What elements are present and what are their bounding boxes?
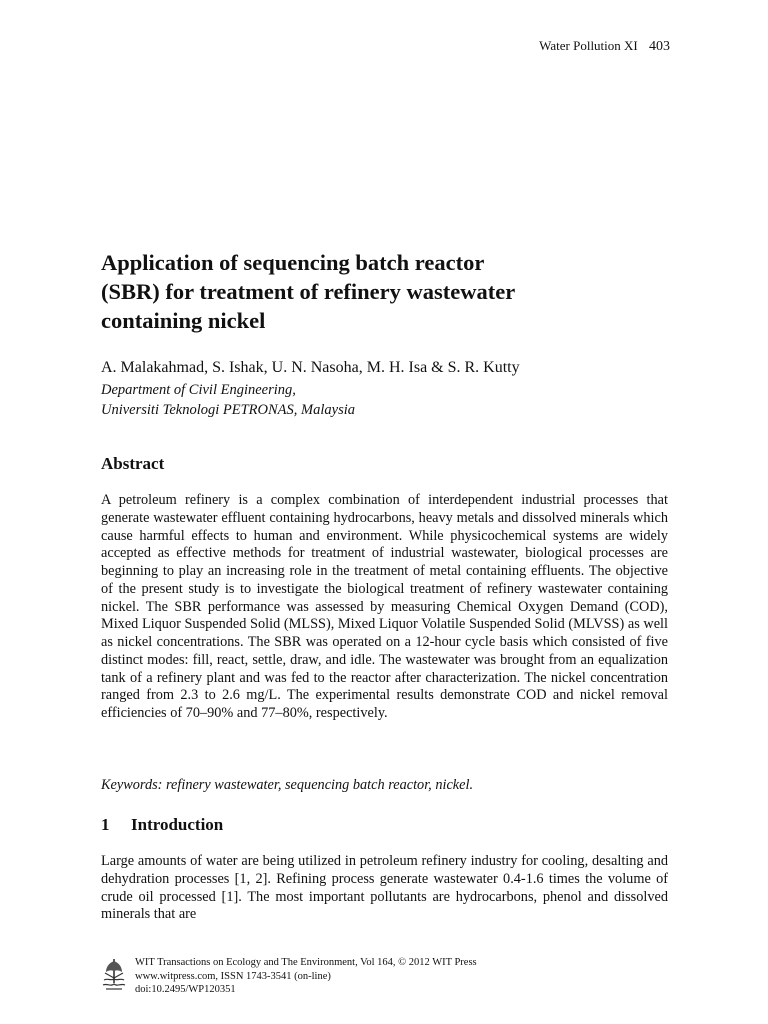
footer-text [135, 956, 477, 997]
affiliation [101, 380, 355, 420]
wit-press-logo-icon [101, 956, 127, 992]
paper-title [101, 248, 641, 335]
page-footer [101, 956, 601, 997]
running-head [539, 38, 670, 55]
keywords: Keywords: refinery wastewater, sequencing batch reactor, nickel. [101, 777, 474, 793]
introduction-body: Large amounts of water are being utilized in petroleum refinery industry for cooling, desalting and dehydration processes [1, 2]. Refining process generate wastewater 0.4-1.6 times the volume of crude oil processed [1]. The most important pollutants are hydrocarbons, phenol and dissolved minerals that are [101, 853, 668, 923]
title-line: Application of sequencing batch reactor [101, 250, 485, 275]
abstract-heading: Abstract [101, 454, 165, 473]
author-list: A. Malakahmad, S. Ishak, U. N. Nasoha, M. H. Isa & S. R. Kutty [101, 359, 520, 376]
affiliation-line: Universiti Teknologi PETRONAS, Malaysia [101, 402, 356, 418]
section-title: Introduction [131, 815, 224, 834]
affiliation-line: Department of Civil Engineering, [101, 382, 296, 398]
footer-line: WIT Transactions on Ecology and The Environment, Vol 164, © 2012 WIT Press [135, 957, 477, 968]
footer-line: www.witpress.com, ISSN 1743-3541 (on-line) [135, 970, 331, 982]
section-heading-introduction [101, 815, 223, 835]
journal-name: Water Pollution XI [539, 38, 638, 53]
title-line: containing nickel [101, 308, 266, 333]
title-line: (SBR) for treatment of refinery wastewater [101, 279, 516, 304]
footer-line: doi:10.2495/WP120351 [135, 984, 236, 995]
abstract-body: A petroleum refinery is a complex combination of interdependent industrial processes that generate wastewater effluent containing hydrocarbons, heavy metals and dissolved minerals which cause harmful effects to human and environment. While physicochemical systems are widely accepted as effective methods for treatment of industrial wastewater, biological processes are beginning to play an increasing role in the treatment of metal containing effluents. The objective of the present study is to investigate the biological treatment of refinery wastewater containing nickel. The SBR performance was assessed by measuring Chemical Oxygen Demand (COD), Mixed Liquor Suspended Solid (MLSS), Mixed Liquor Volatile Suspended Solid (MLVSS) as well as nickel concentrations. The SBR was operated on a 12-hour cycle basis which consisted of five distinct modes: fill, react, settle, draw, and idle. The wastewater was brought from an equalization tank of a refinery plant and was fed to the reactor after characterization. The nickel concentration ranged from 2.3 to 2.6 mg/L. The experimental results demonstrate COD and nickel removal efficiencies of 70–90% and 77–80%, respectively. [101, 492, 668, 721]
page-number: 403 [649, 39, 670, 54]
section-number: 1 [101, 815, 110, 834]
